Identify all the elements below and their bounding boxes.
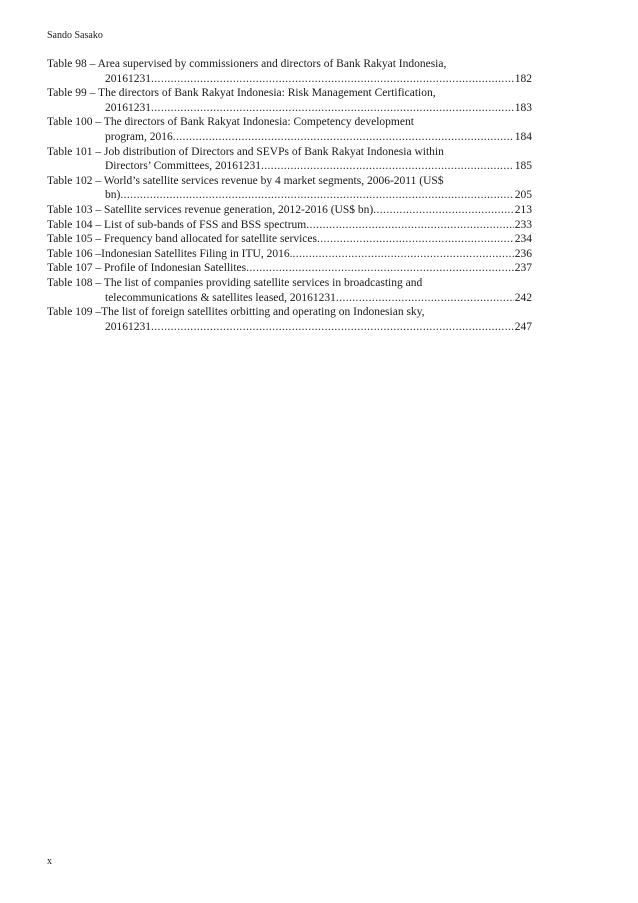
dot-leader [292, 247, 513, 262]
toc-page-number: 234 [514, 233, 532, 246]
toc-entry-first-line: Table 102 – World’s satellite services revenue by 4 market segments, 2006-2011 (US$ [47, 174, 444, 187]
dot-leader [151, 101, 514, 116]
dot-leader [373, 203, 514, 218]
toc-entry-first-line: Table 109 –The list of foreign satellites orbitting and operating on Indonesian sky, [47, 306, 425, 319]
toc-entry-table-104[interactable] [47, 218, 532, 233]
running-header-author: Sando Sasako [47, 30, 103, 41]
dot-leader [306, 218, 514, 233]
toc-entry-last-line: 20161231 [105, 72, 151, 85]
toc-entry-first-line: Table 99 – The directors of Bank Rakyat Indonesia: Risk Management Certification, [47, 87, 436, 100]
toc-entry-last-line: program, 2016 [105, 130, 173, 143]
toc-page-number: 247 [514, 320, 532, 333]
dot-leader [336, 291, 514, 306]
toc-page-number: 185 [514, 160, 532, 173]
toc-entry-table-108[interactable] [47, 276, 532, 305]
toc-entry-last-line: 20161231 [105, 320, 151, 333]
toc-entry-table-102[interactable] [47, 174, 532, 203]
toc-entry-last-line: bn) [105, 189, 121, 202]
toc-entry-last-line: Table 106 –Indonesian Satellites Filing in ITU, 2016. [47, 247, 293, 260]
toc-entry-table-107[interactable] [47, 261, 532, 276]
toc-page-number: 182 [514, 72, 532, 85]
dot-leader [173, 130, 514, 145]
dot-leader [317, 232, 514, 247]
toc-entry-first-line: Table 101 – Job distribution of Directors and SEVPs of Bank Rakyat Indonesia within [47, 145, 444, 158]
toc-entry-last-line: Directors’ Committees, 20161231 [105, 160, 261, 173]
toc-page-number: 233 [514, 218, 532, 231]
toc-entry-last-line: 20161231 [105, 101, 151, 114]
toc-entry-first-line: Table 108 – The list of companies providing satellite services in broadcasting and [47, 276, 423, 289]
toc-entry-last-line: Table 107 – Profile of Indonesian Satellites [47, 262, 247, 275]
toc-page-number: 183 [514, 101, 532, 114]
toc-entry-table-105[interactable] [47, 232, 532, 247]
toc-page-number: 205 [514, 189, 532, 202]
toc-entry-table-101[interactable] [47, 145, 532, 174]
dot-leader [151, 72, 514, 87]
toc-entry-last-line: Table 105 – Frequency band allocated for satellite services [47, 233, 317, 246]
toc-page-number: 236 [514, 247, 532, 260]
toc-entry-last-line: Table 104 – List of sub-bands of FSS and BSS spectrum [47, 218, 307, 231]
dot-leader [261, 159, 514, 174]
toc-page-number: 242 [514, 291, 532, 304]
toc-entry-table-109[interactable] [47, 305, 532, 334]
page-number: x [47, 856, 52, 867]
toc-entry-table-103[interactable] [47, 203, 532, 218]
toc-entry-table-99[interactable] [47, 86, 532, 115]
toc-entry-first-line: Table 98 – Area supervised by commissioners and directors of Bank Rakyat Indonesia, [47, 58, 447, 70]
toc-entry-table-106[interactable] [47, 247, 532, 262]
dot-leader [151, 320, 514, 335]
toc-entry-last-line: Table 103 – Satellite services revenue generation, 2012-2016 (US$ bn) [47, 203, 374, 216]
toc-entry-last-line: telecommunications & satellites leased, 20161231 [105, 291, 336, 304]
toc-entry-first-line: Table 100 – The directors of Bank Rakyat Indonesia: Competency development [47, 116, 414, 129]
toc-entry-table-100[interactable] [47, 115, 532, 144]
toc-entry-table-98[interactable] [47, 57, 532, 86]
dot-leader [120, 188, 513, 203]
dot-leader [246, 261, 514, 276]
list-of-tables [47, 57, 532, 334]
toc-page-number: 213 [514, 203, 532, 216]
toc-page-number: 237 [514, 262, 532, 275]
toc-page-number: 184 [514, 130, 532, 143]
